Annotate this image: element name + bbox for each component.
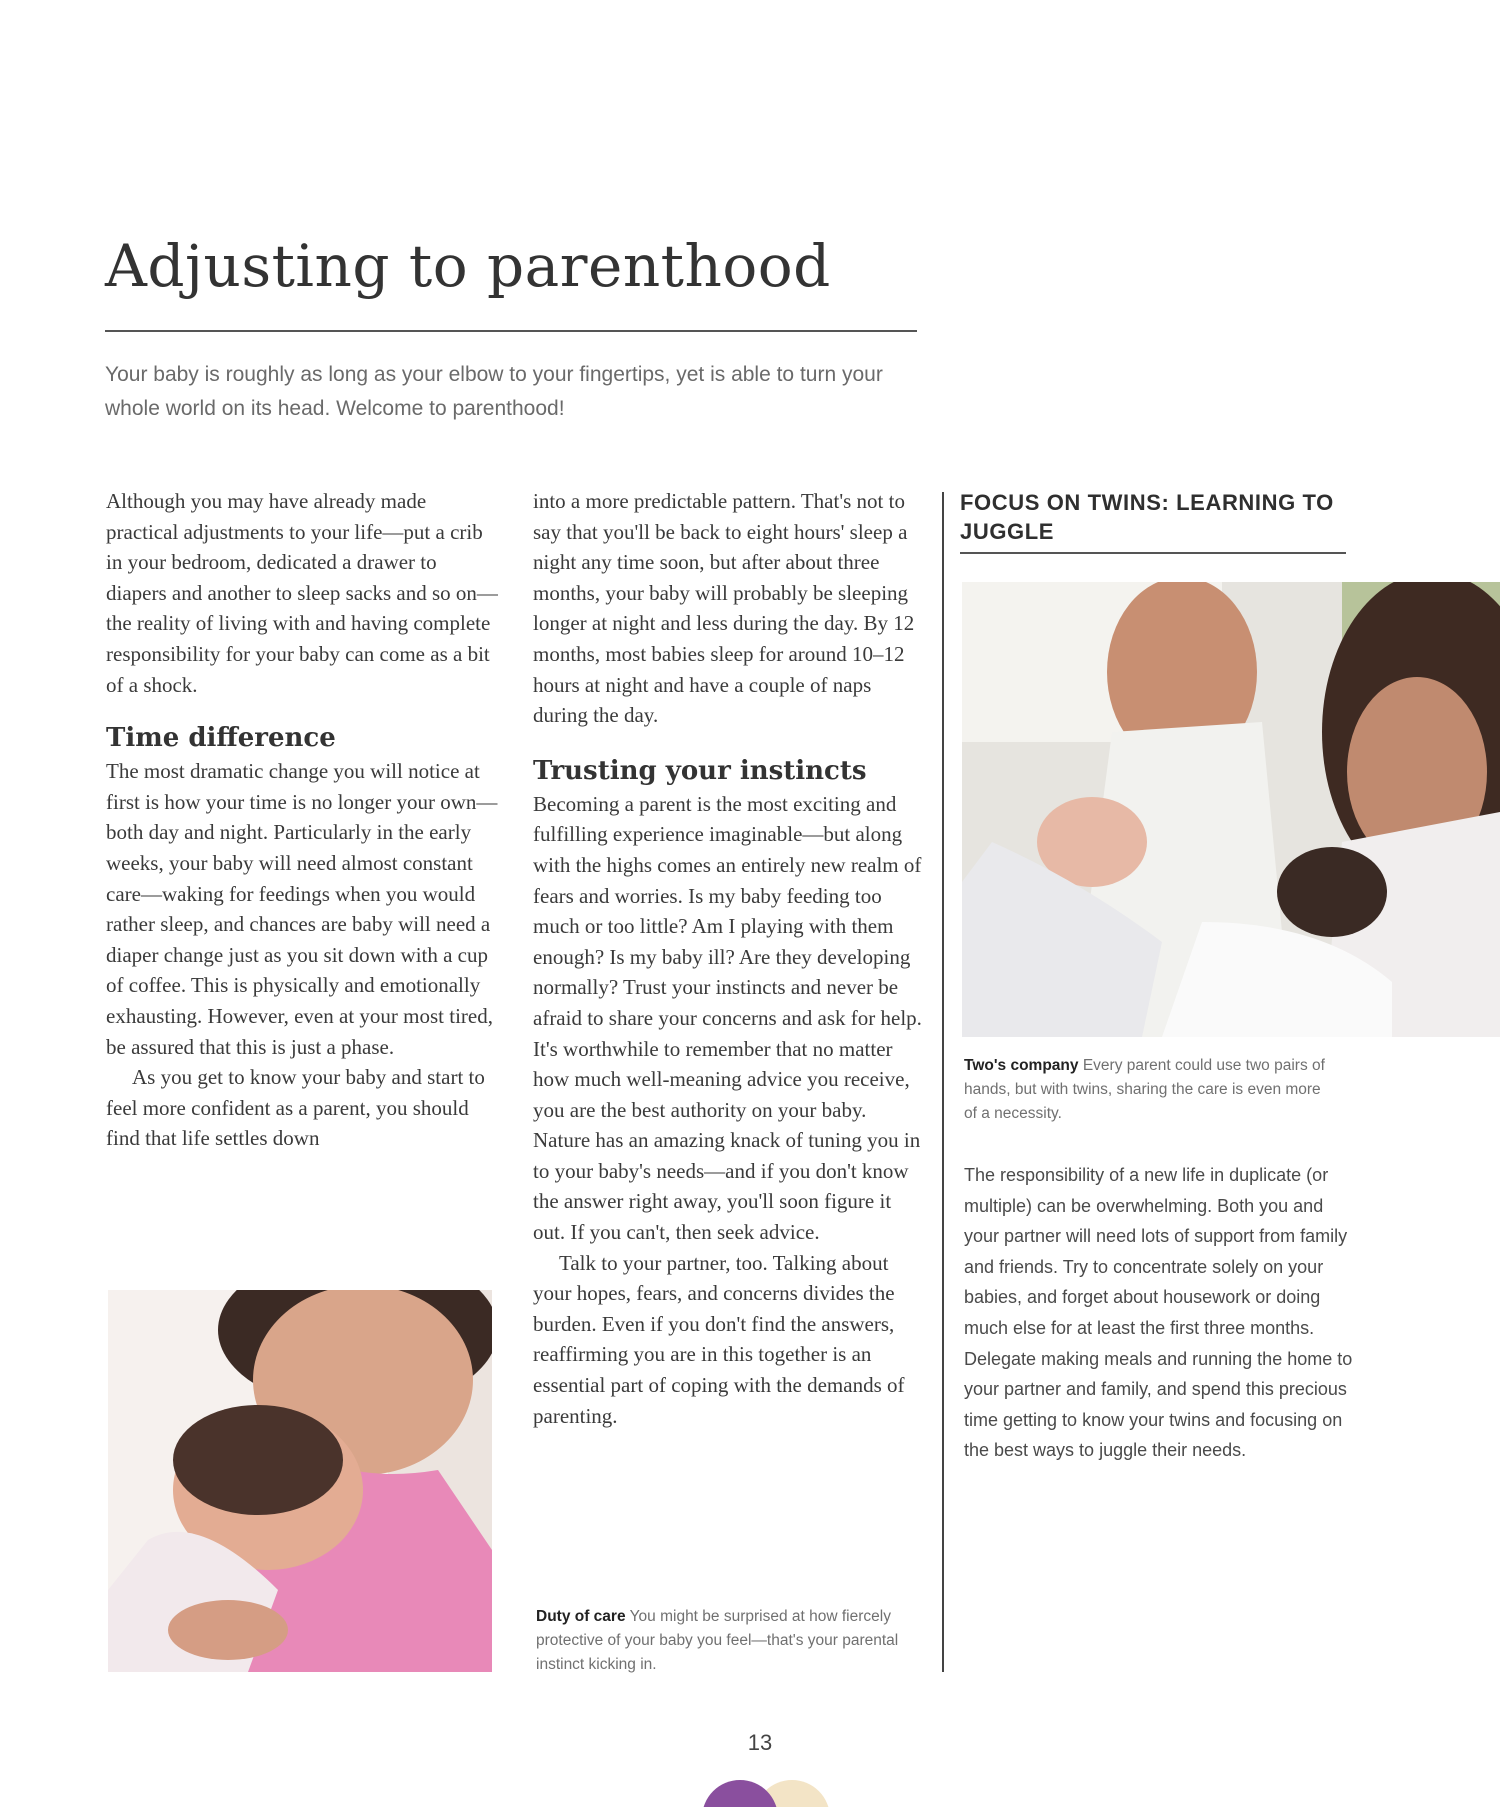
caption-title: Two's company <box>964 1057 1079 1074</box>
intro-text: Your baby is roughly as long as your elbow to your fingertips, yet is able to turn your whole world on its head. Welcome to parenthood! <box>105 363 883 420</box>
sidebar-rule <box>960 552 1346 554</box>
page-number: 13 <box>747 1730 773 1755</box>
caption-text: You might be surprised at how fiercely protective of your baby you feel—that's your parental instinct kicking in. <box>536 1608 899 1673</box>
body-paragraph: Becoming a parent is the most exciting and fulfilling experience imaginable—but along with the highs comes an entirely new realm of fears and worries. Is my baby feeding too much or too little? Am I playing with them enough? Is my baby ill? Are they developing normally? Trust your instincts and never be afraid to share your concerns and ask for help. It's worthwhile to remember that no matter how much well-meaning advice you receive, you are the best authority on your baby. Nature has an amazing knack of tuning you in to your baby's needs—and if you don't know the answer right away, you'll soon figure it out. If you can't, then seek advice. <box>533 791 922 1245</box>
caption-duty-of-care <box>536 1605 916 1677</box>
body-paragraph: The most dramatic change you will notice at first is how your time is no longer your own—both day and night. Particularly in the early weeks, your baby will need almost constant care—waking for feedings when you would rather sleep, and chances are baby will need a diaper change just as you sit down with a cup of coffee. This is physically and emotionally exhausting. However, even at your most tired, be assured that this is just a phase. <box>106 759 498 1059</box>
column-left <box>106 486 498 1154</box>
heading-trusting-your-instincts: Trusting your instincts <box>533 755 867 786</box>
photo-parents-with-twins <box>962 582 1500 1037</box>
body-paragraph: Talk to your partner, too. Talking about your hopes, fears, and concerns divides the burden. Even if you don't find the answers, reaffirming you are in this together is an essential part of coping with the demands of parenting. <box>533 1250 905 1428</box>
photo-mother-and-baby <box>108 1290 492 1672</box>
body-paragraph: Although you may have already made practical adjustments to your life—put a crib in your bedroom, dedicated a drawer to diapers and another to sleep sacks and so on—the reality of living with and having complete responsibility for your baby can come as a bit of a shock. <box>106 489 498 697</box>
body-paragraph: into a more predictable pattern. That's not to say that you'll be back to eight hours' sleep a night any time soon, but after about three months, your baby will probably be sleeping longer at night and less during the day. By 12 months, most babies sleep for around 10–12 hours at night and have a couple of naps during the day. <box>533 489 915 728</box>
sidebar-divider <box>942 492 944 1672</box>
title-rule <box>105 330 917 332</box>
sidebar-body: The responsibility of a new life in duplicate (or multiple) can be overwhelming. Both you and your partner will need lots of support from family and friends. Try to concentrate solely on your babies, and forget about housework or doing much else for at least the first three months. Delegate making meals and running the home to your partner and family, and spend this precious time getting to know your twins and focusing on the best ways to juggle their needs. <box>964 1165 1353 1461</box>
caption-text: Every parent could use two pairs of hands, but with twins, sharing the care is even more of a necessity. <box>964 1057 1325 1122</box>
sidebar-title: FOCUS ON TWINS: LEARNING TO JUGGLE <box>960 490 1334 544</box>
body-paragraph: As you get to know your baby and start to feel more confident as a parent, you should find that life settles down <box>106 1065 485 1151</box>
heading-time-difference: Time difference <box>106 723 336 754</box>
caption-title: Duty of care <box>536 1608 626 1625</box>
page-title: Adjusting to parenthood <box>105 232 831 300</box>
caption-twos-company <box>964 1054 1334 1126</box>
decorative-circles <box>680 1770 830 1807</box>
column-middle <box>533 486 925 1431</box>
